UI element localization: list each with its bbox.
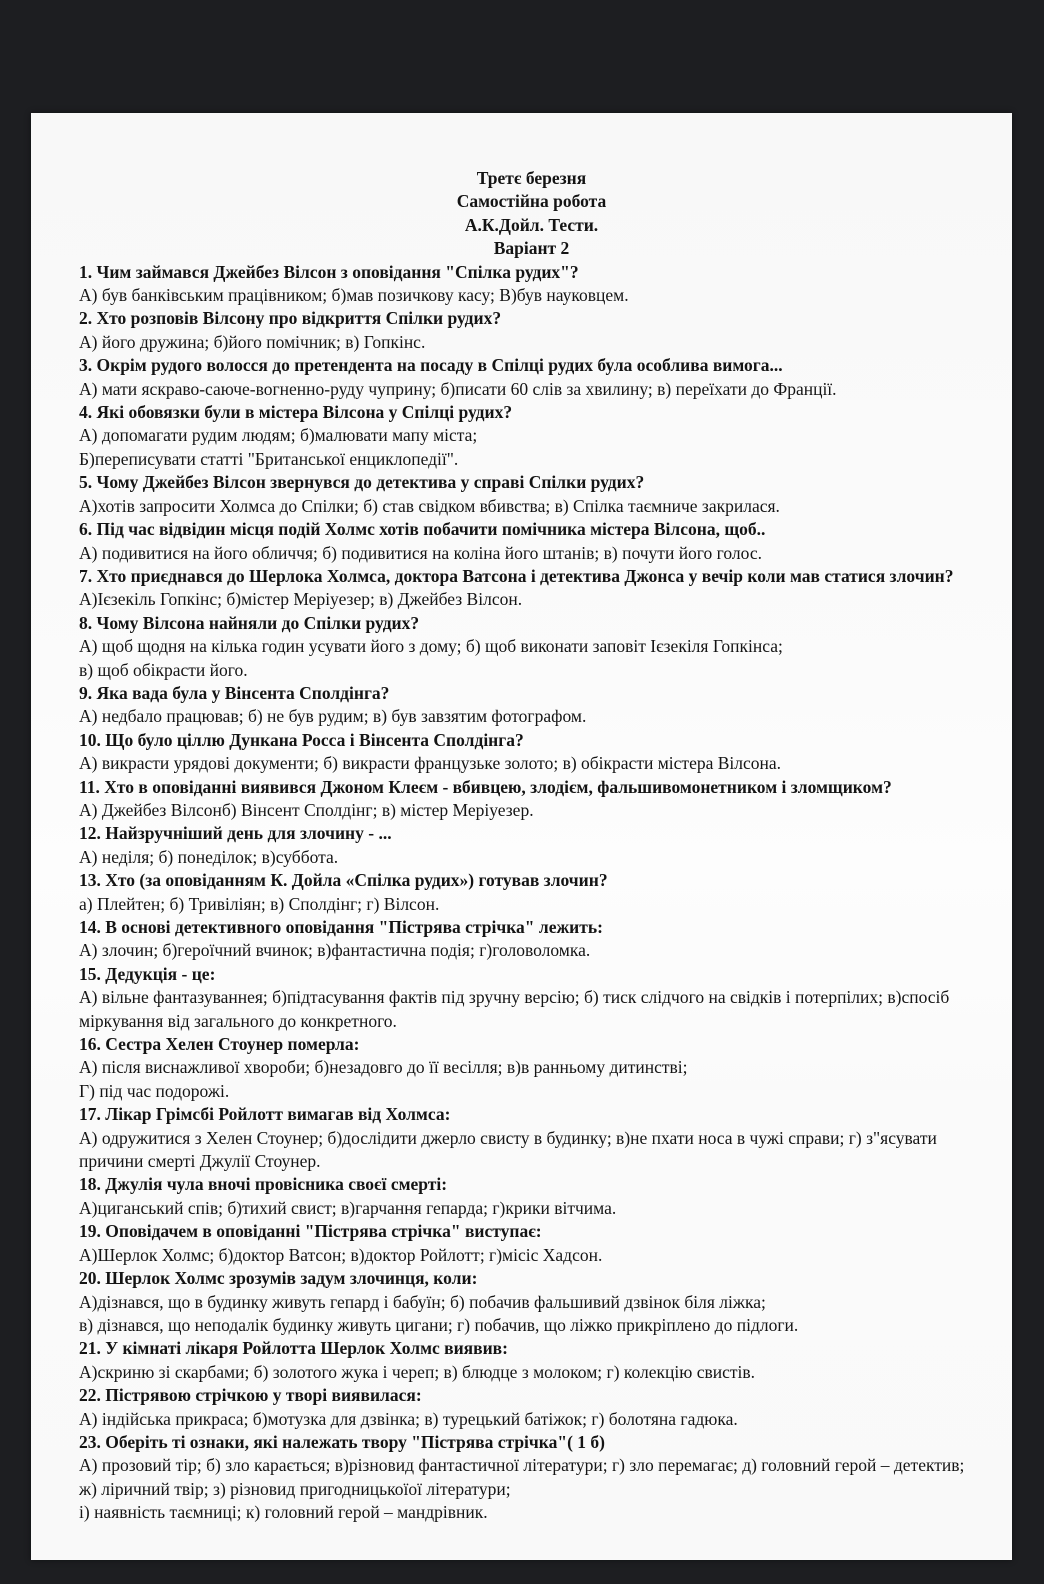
question-text: 3. Окрім рудого волосся до претендента на посаду в Спілці рудих була особлива вимога... — [79, 355, 783, 376]
answer-text: А) після виснажливої хвороби; б)незадовго до її весілля; в)в ранньому дитинстві; — [79, 1057, 688, 1078]
question-text: 21. У кімнаті лікаря Ройлотта Шерлок Холмс виявив: — [79, 1338, 508, 1359]
question-text: 12. Найзручніший день для злочину - ... — [79, 823, 392, 844]
document-content — [79, 167, 984, 1525]
question-text: 1. Чим займався Джейбез Вілсон з оповідання "Спілка рудих"? — [79, 261, 579, 282]
answer-text: А)циганський спів; б)тихий свист; в)гарчання гепарда; г)крики вітчима. — [79, 1197, 617, 1218]
answer-text: Б)переписувати статті "Британської енциклопедії". — [79, 448, 459, 469]
document-page — [31, 113, 1012, 1560]
answer-text: А)дізнався, що в будинку живуть гепард і бабуїн; б) побачив фальшивий дзвінок біля ліжка; — [79, 1291, 766, 1312]
question-text: 18. Джулія чула вночі провісника своєї смерті: — [79, 1174, 448, 1195]
question-text: 2. Хто розповів Вілсону про відкриття Спілки рудих? — [79, 308, 502, 329]
document-subtitle: Самостійна робота — [456, 191, 607, 212]
question-text: 16. Сестра Хелен Стоунер померла: — [79, 1034, 360, 1055]
answer-text: а) Плейтен; б) Тривіліян; в) Сполдінг; г) Вілсон. — [79, 893, 440, 914]
answer-text: А) прозовий тір; б) зло карається; в)різновид фантастичної літератури; г) зло перемагає; д) головний герой – детектив; ж) ліричний твір; з) різновид пригодницькоїої літератури; — [79, 1455, 965, 1499]
question-text: 9. Яка вада була у Вінсента Сполдінга? — [79, 682, 390, 703]
questions — [79, 261, 984, 1525]
answer-text: А) подивитися на його обличчя; б) подивитися на коліна його штанів; в) почути його голос. — [79, 542, 762, 563]
question-text: 6. Під час відвідин місця подій Холмс хотів побачити помічника містера Вілсона, щоб.. — [79, 519, 766, 540]
answer-text: А) недбало працював; б) не був рудим; в) був завзятим фотографом. — [79, 706, 587, 727]
question-text: 7. Хто приєднався до Шерлока Холмса, доктора Ватсона і детектива Джонса у вечір коли мав статися злочин? — [79, 565, 954, 586]
question-text: 13. Хто (за оповіданням К. Дойла «Спілка рудих») готував злочин? — [79, 870, 608, 891]
question-text: 22. Пістрявою стрічкою у творі виявилася: — [79, 1385, 422, 1406]
question-text: 8. Чому Вілсона найняли до Спілки рудих? — [79, 612, 420, 633]
answer-text: А) мати яскраво-саюче-вогненно-руду чуприну; б)писати 60 слів за хвилину; в) переїхати до Франції. — [79, 378, 837, 399]
answer-text: А) був банківським працівником; б)мав позичкову касу; В)був науковцем. — [79, 285, 629, 306]
answer-text: А) злочин; б)героїчний вчинок; в)фантастична подія; г)головоломка. — [79, 940, 591, 961]
document-title: А.К.Дойл. Тести. — [464, 214, 599, 235]
answer-text: А) вільне фантазуваннея; б)підтасування фактів під зручну версію; б) тиск слідчого на свідків і потерпілих; в)спосіб міркування від загального до конкретного. — [79, 987, 950, 1031]
document-date: Третє березня — [476, 168, 587, 188]
answer-text: в) щоб обікрасти його. — [79, 659, 248, 680]
question-text: 4. Які обовязки були в містера Вілсона у Спілці рудих? — [79, 402, 513, 423]
question-text: 10. Що було ціллю Дункана Росса і Вінсента Сполдінга? — [79, 729, 524, 750]
question-text: 17. Лікар Грімсбі Ройлотт вимагав від Холмса: — [79, 1104, 451, 1125]
answer-text: А) індійська прикраса; б)мотузка для дзвінка; в) турецький батіжок; г) болотяна гадюка. — [79, 1408, 738, 1429]
answer-text: А)хотів запросити Холмса до Спілки; б) став свідком вбивства; в) Спілка таємниче закрилася. — [79, 495, 780, 516]
answer-text: А)скриню зі скарбами; б) золотого жука і череп; в) блюдце з молоком; г) колекцію свистів. — [79, 1361, 756, 1382]
answer-text: Г) під час подорожі. — [79, 1080, 230, 1101]
answer-text: А) допомагати рудим людям; б)малювати мапу міста; — [79, 425, 478, 446]
answer-text: А) одружитися з Хелен Стоунер; б)дослідити джерло свисту в будинку; в)не пхати носа в чужі справи; г) з"ясувати причини смерті Джулії Стоунер. — [79, 1127, 937, 1172]
answer-text: в) дізнався, що неподалік будинку живуть цигани; г) побачив, що ліжко прикріплено до підлоги. — [79, 1314, 799, 1335]
answer-text: А)Шерлок Холмс; б)доктор Ватсон; в)доктор Ройлотт; г)місіс Хадсон. — [79, 1244, 603, 1265]
question-text: 15. Дедукція - це: — [79, 963, 216, 984]
question-text: 19. Оповідачем в оповіданні "Пістрява стрічка" виступає: — [79, 1221, 542, 1242]
answer-text: А)Ієзекіль Гопкінс; б)містер Меріуезер; в) Джейбез Вілсон. — [79, 589, 523, 610]
document-variant: Варіант 2 — [493, 238, 570, 259]
answer-text: А) Джейбез Вілсонб) Вінсент Сполдінг; в) містер Меріуезер. — [79, 799, 534, 820]
answer-text: А) щоб щодня на кілька годин усувати його з дому; б) щоб виконати заповіт Ієзекіля Гопкінса; — [79, 636, 783, 657]
question-text: 23. Оберіть ті ознаки, які належать твору "Пістрява стрічка"( 1 б) — [79, 1431, 605, 1452]
answer-text: А) неділя; б) понеділок; в)суббота. — [79, 846, 339, 867]
answer-text: і) наявність таємниці; к) головний герой – мандрівник. — [79, 1502, 488, 1523]
question-text: 11. Хто в оповіданні виявився Джоном Клеєм - вбивцею, злодієм, фальшивомонетником і зломщиком? — [79, 776, 892, 797]
answer-text: А) його дружина; б)його помічник; в) Гопкінс. — [79, 331, 426, 352]
question-text: 20. Шерлок Холмс зрозумів задум злочинця, коли: — [79, 1268, 478, 1289]
answer-text: А) викрасти урядові документи; б) викрасти французьке золото; в) обікрасти містера Вілсона. — [79, 753, 782, 774]
question-text: 14. В основі детективного оповідання "Пістрява стрічка" лежить: — [79, 917, 603, 937]
question-text: 5. Чому Джейбез Вілсон звернувся до детектива у справі Спілки рудих? — [79, 472, 645, 493]
